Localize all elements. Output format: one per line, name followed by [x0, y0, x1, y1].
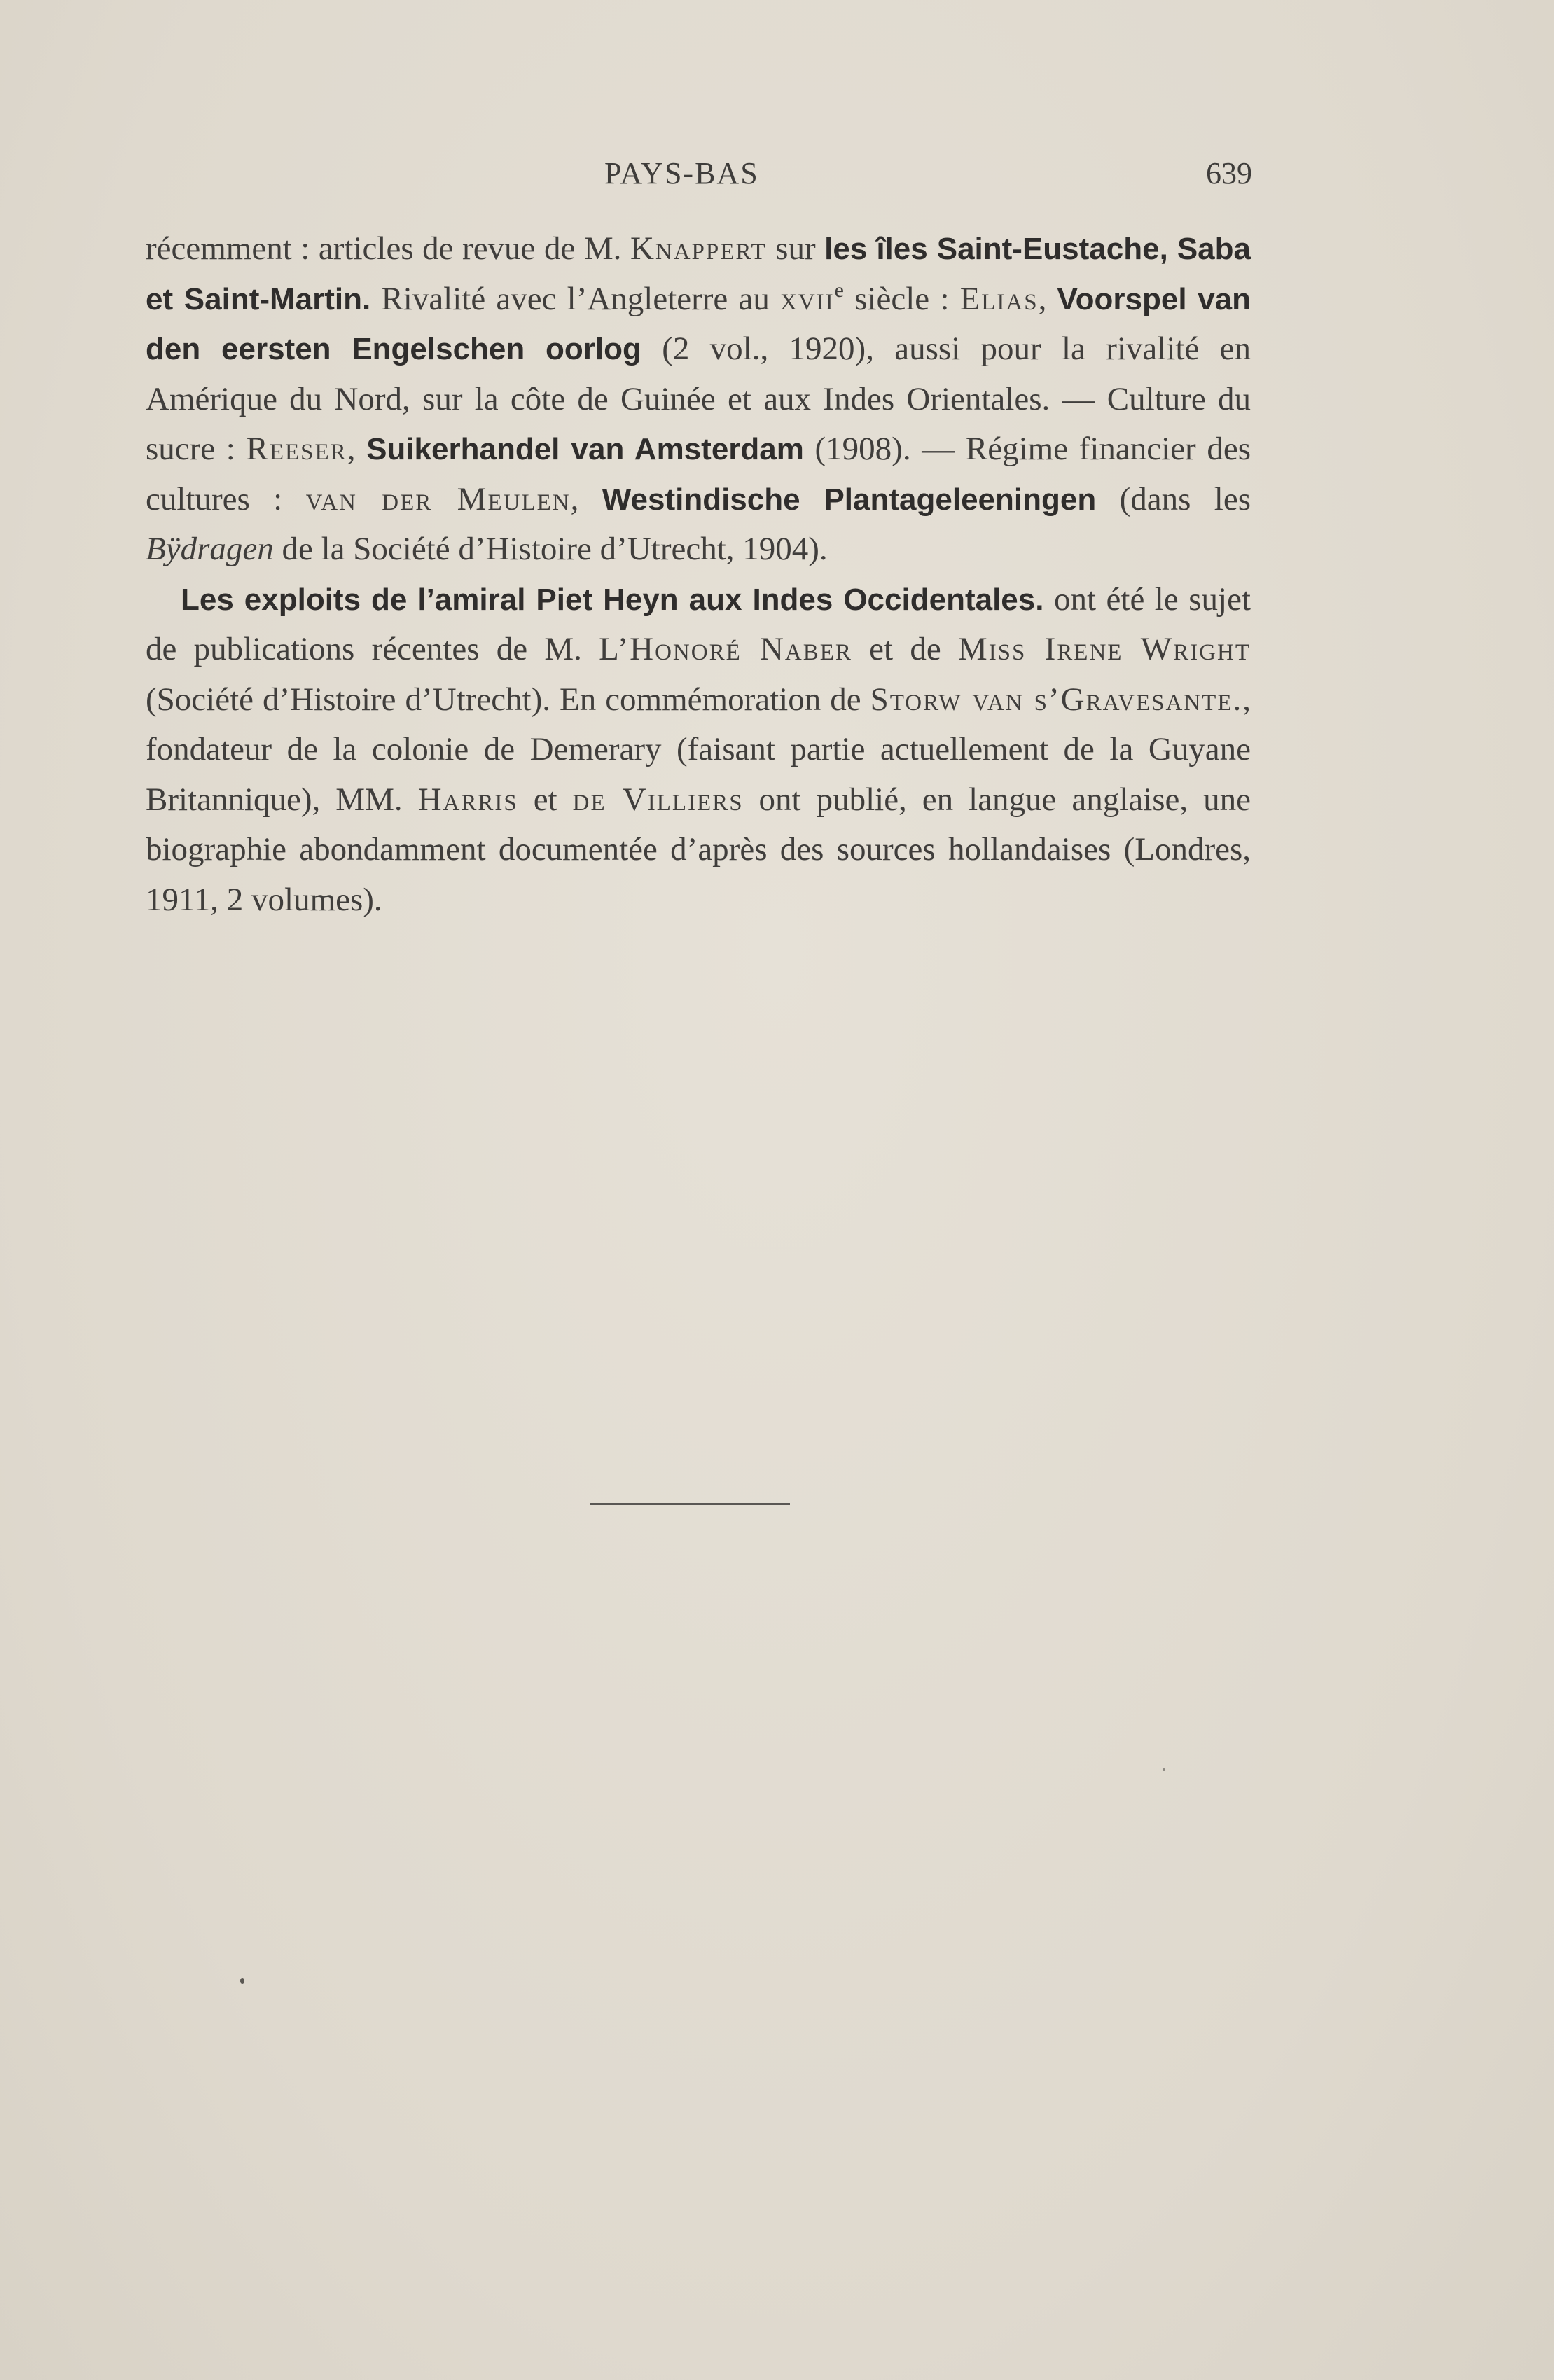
text-run: récemment : articles de revue de M.: [146, 230, 630, 267]
text-run: ,: [347, 431, 367, 467]
work-title: Suikerhandel van Amsterdam: [366, 432, 804, 466]
author-name: Knappert: [630, 230, 767, 267]
author-name: de Villiers: [572, 781, 744, 818]
text-run: (dans les: [1096, 480, 1251, 517]
century-numeral: xvii: [780, 280, 835, 317]
text-run: ,: [1038, 280, 1057, 317]
running-head-title: PAYS-BAS: [604, 156, 759, 190]
paragraph-1: [146, 224, 1251, 575]
text-run: et: [518, 781, 573, 818]
author-name: van der Meulen: [305, 480, 571, 517]
work-title: Les exploits de l’amiral Piet Heyn aux Indes Occidentales.: [181, 582, 1044, 617]
section-end-rule: [590, 1503, 790, 1505]
author-name: L’Honoré Naber: [599, 631, 852, 667]
text-run: ont publié, en langue anglaise, une biographie abondamment documentée d’après des sources hollandaises (Londres, 1911, 2 volumes).: [146, 781, 1251, 918]
text-run: et de: [852, 631, 958, 667]
text-run: (Société d’Histoire d’Utrecht). En commémoration de: [146, 681, 870, 718]
author-name: Elias: [959, 280, 1039, 317]
text-run: (2 vol., 1920), aussi pour la rivalité en Amérique du Nord, sur la côte de Guinée et aux Indes Orientales. — Culture du sucre :: [146, 330, 1251, 467]
person-name: Storw van s’Gravesante.: [870, 681, 1243, 718]
paper-speck: [1163, 1768, 1165, 1771]
paper-speck: [240, 1978, 244, 1984]
text-run: , fondateur de la colonie de Demerary (faisant partie actuellement de la Guyane Britannique), MM.: [146, 681, 1251, 818]
running-header: [146, 155, 1252, 197]
text-run: ,: [570, 480, 602, 517]
author-name: Reeser: [246, 431, 347, 467]
superscript: e: [834, 278, 844, 302]
author-name: Miss Irene Wright: [957, 631, 1251, 667]
text-run: sur: [766, 230, 825, 267]
text-run: de la Société d’Histoire d’Utrecht, 1904).: [273, 531, 828, 567]
work-title: Westindische Plantageleeningen: [602, 482, 1097, 517]
text-run: Rivalité avec l’Angleterre au: [370, 280, 780, 317]
author-name: Harris: [417, 781, 518, 818]
text-run: siècle :: [843, 280, 960, 317]
paragraph-2: [146, 575, 1251, 926]
text-run: (1908). — Régime financier des cultures :: [146, 431, 1251, 517]
work-title: Voorspel van den eersten Engelschen oorlog: [146, 281, 1251, 366]
journal-title: Bÿdragen: [146, 531, 274, 567]
work-title: les îles Saint-Eustache, Saba et Saint-Martin.: [146, 232, 1251, 316]
text-run: ont été le sujet de publications récentes de M.: [146, 580, 1251, 667]
body-text: [146, 224, 1251, 925]
page-number: 639: [1206, 156, 1252, 190]
